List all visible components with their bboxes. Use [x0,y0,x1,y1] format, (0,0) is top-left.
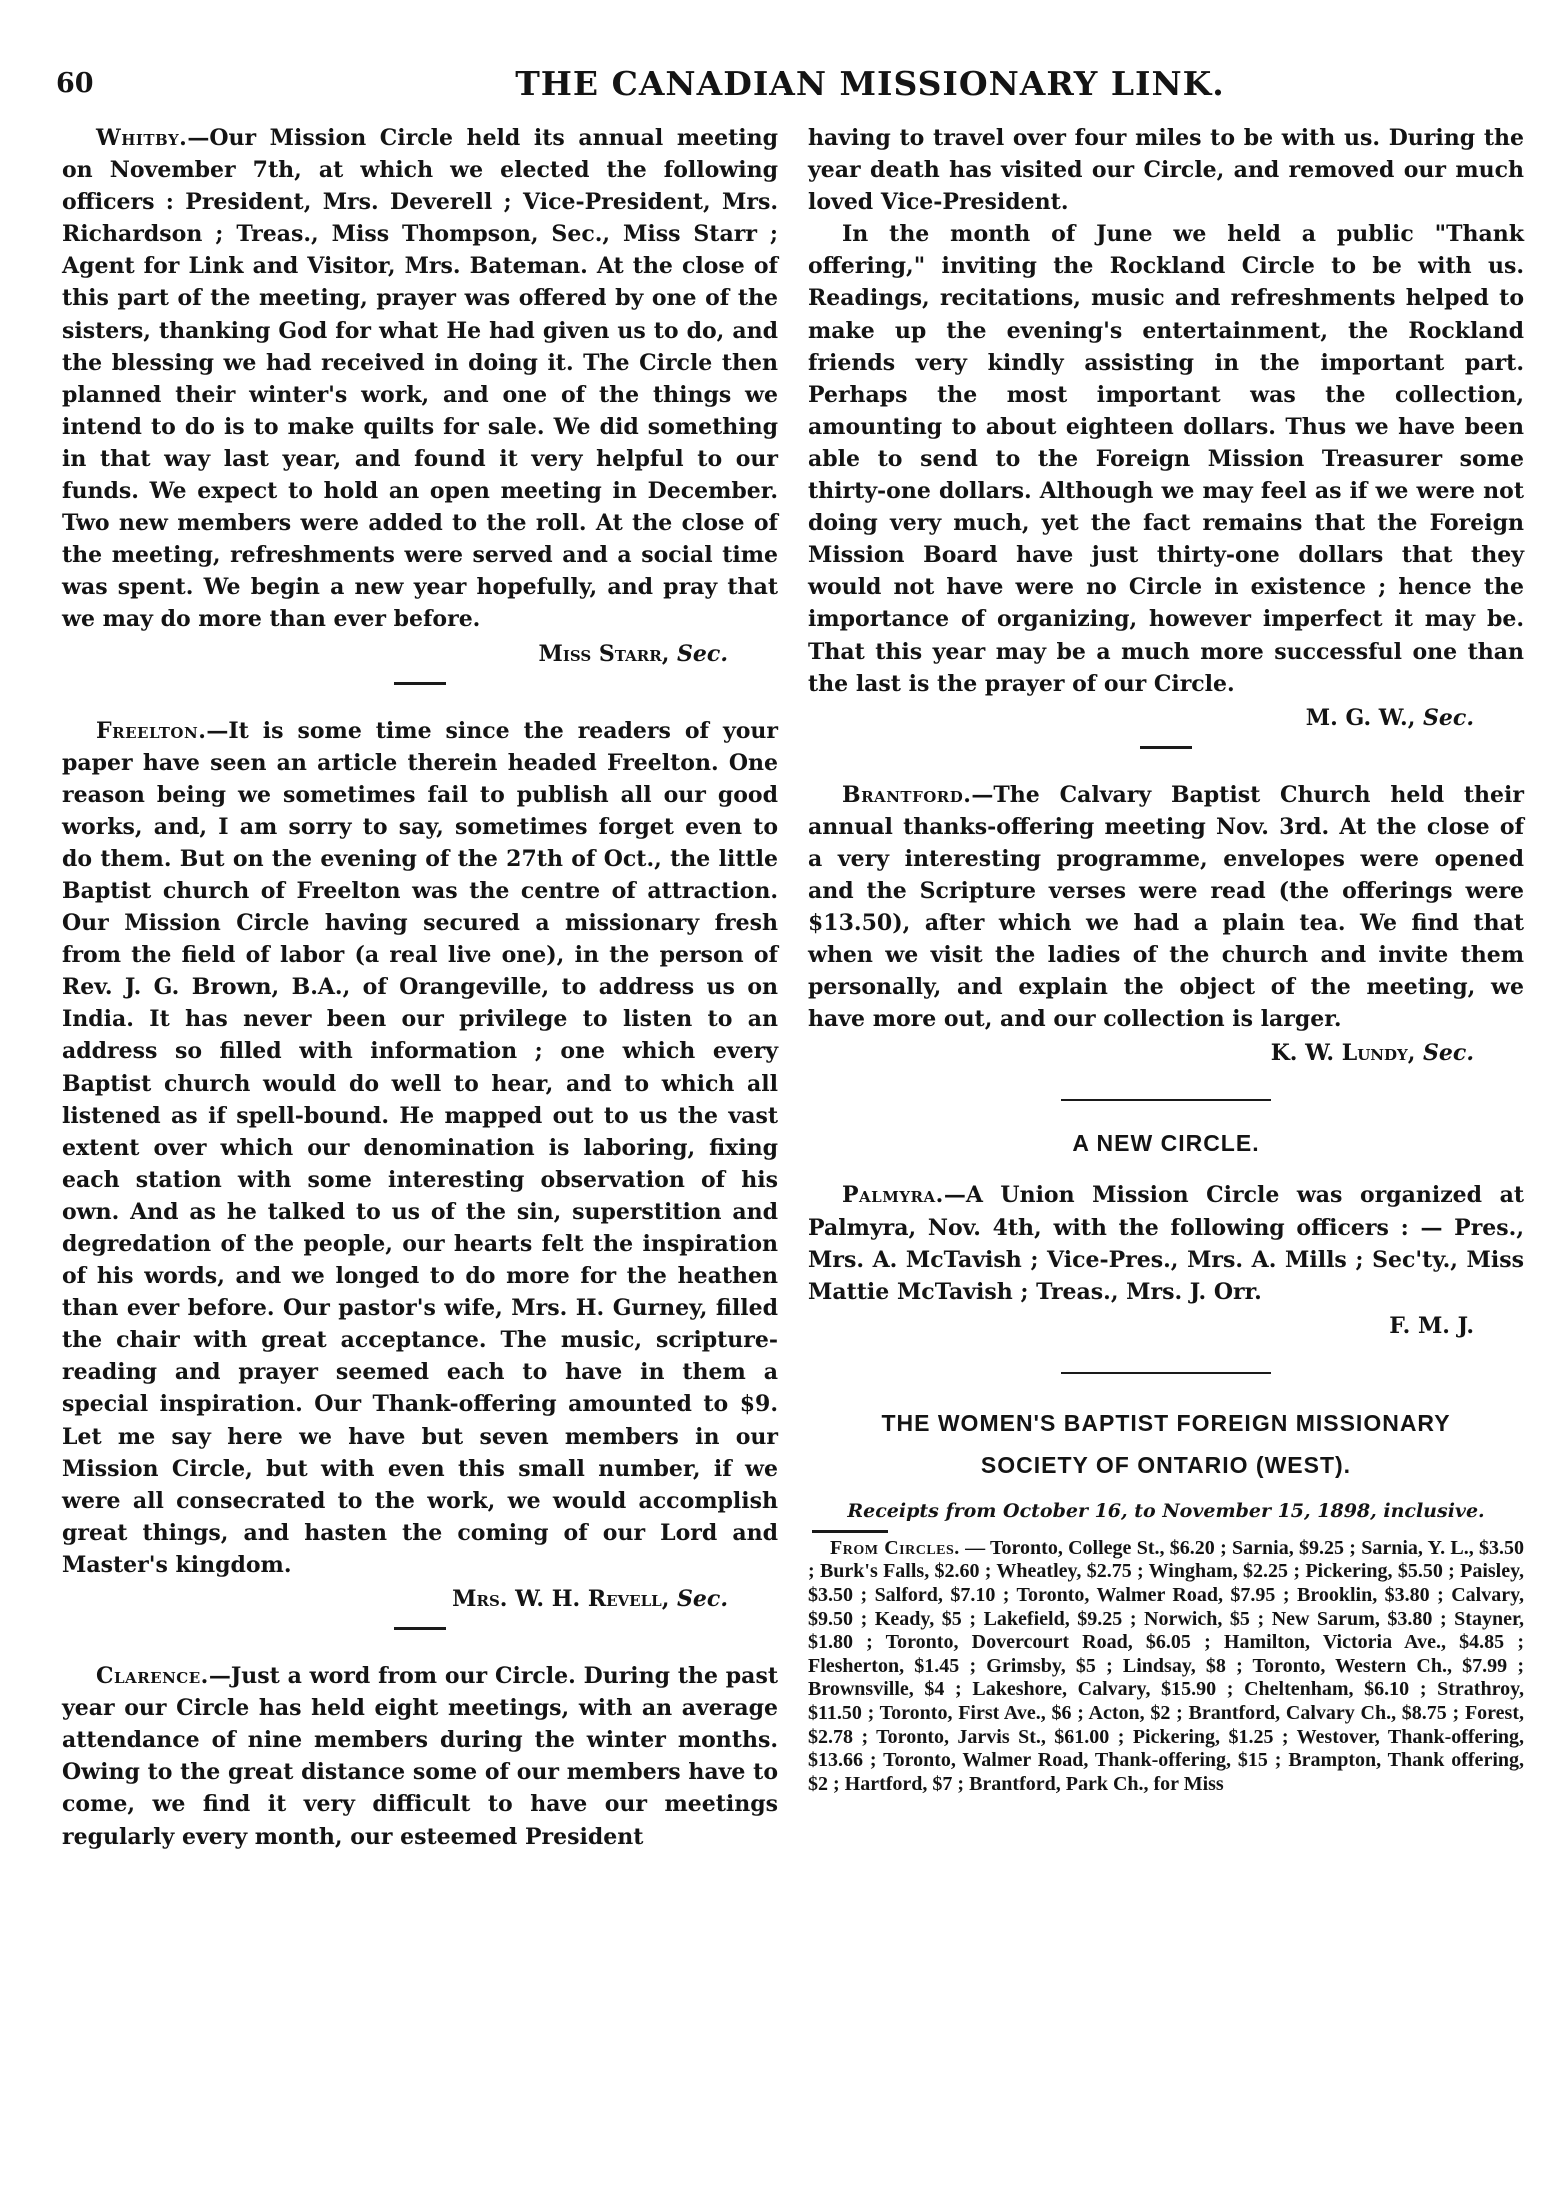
palmyra-signature: F. M. J. [1389,1312,1474,1339]
section-divider [394,682,446,685]
receipts-period: Receipts from October 16, to November 15, 1898, inclusive. [847,1499,1485,1522]
clarence-thank-offering-paragraph: In the month of June we held a public "Thank offering," inviting the Rockland Circle to be with us. Readings, recitations, music and refreshments helped to make up the evening's entertainment, the Rockland friends very kindly assisting in the important part. Perhaps the most important was the collection, amounting to about eighteen dollars. Thus we have been able to send to the Foreign Mission Treasurer some thirty-one dollars. Although we may feel as if we were not doing very much, yet the fact remains that the Foreign Mission Board have just thirty-one dollars that they would not have were no Circle in existence ; hence the importance of organizing, however imperfect it may be. That this year may be a much more successful one than the last is the prayer of our Circle. [808,221,1524,697]
clarence-text: —Just a word from our Circle. During the past year our Circle has held eight meetings, with an average attendance of nine members during the winter months. Owing to the great distance some of our members have to come, we find it very difficult to have our meetings regularly every month, our esteemed President [62,1663,778,1850]
brantford-signature: K. W. Lundy, Sec. [1270,1040,1474,1067]
section-divider-long [1061,1372,1271,1374]
freelton-signature: Mrs. W. H. Revell, Sec. [452,1586,728,1613]
freelton-text: —It is some time since the readers of your paper have seen an article therein headed Freelton. One reason being we sometimes fail to publish all our good works, and, I am sorry to say, sometimes forget even to do them. But on the evening of the 27th of Oct., the little Baptist church of Freelton was the centre of attraction. Our Mission Circle having secured a missionary fresh from the field of labor (a real live one), in the person of Rev. J. G. Brown, B.A., of Orangeville, to address us on India. It has never been our privilege to listen to an address so filled with information ; one which every Baptist church would do well to hear, and to which all listened as if spell-bound. He mapped out to us the vast extent over which our denomination is laboring, fixing each station with some interesting observation of his own. And as he talked to us of the sin, superstition and degredation of the people, our hearts felt the inspiration of his words, and we longed to do more for the heathen than ever before. Our pastor's wife, Mrs. H. Gurney, filled the chair with great acceptance. The music, scripture-reading and prayer seemed each to have in them a special inspiration. Our Thank-offering amounted to $9. Let me say here we have but seven members in our Mission Circle, but with even this small number, if we were all consecrated to the work, we would accomplish great things, and hasten the coming of our Lord and Master's kingdom. [62,717,778,1578]
brantford-text: —The Calvary Baptist Church held their annual thanks-offering meeting Nov. 3rd. At the close of a very interesting programme, envelopes were opened and the Scripture verses were read (the offerings were $13.50), after which we had a plain tea. We find that when we visit the ladies of the church and invite them personally, and explain the object of the meeting, we have more out, and our collection is larger. [808,781,1524,1033]
new-circle-section [808,1129,1524,1341]
freelton-report [62,715,778,1616]
section-divider [1140,746,1192,749]
clarence-paragraph [62,1660,778,1853]
receipts-list [808,1537,1524,1797]
clarence-report [62,1660,778,1853]
left-column [62,122,778,1853]
whitby-report [62,122,778,670]
whitby-signature: Miss Starr, Sec. [538,640,728,667]
palmyra-text: —A Union Mission Circle was organized at Palmyra, Nov. 4th, with the following officers : — Pres., Mrs. A. McTavish ; Vice-Pres., Mrs. A. Mills ; Sec'ty., Miss Mattie McTavish ; Treas., Mrs. J. Orr. [808,1182,1524,1305]
clarence-continued-paragraph: having to travel over four miles to be with us. During the year death has visited our Circle, and removed our much loved Vice-President. [808,125,1524,216]
palmyra-paragraph [808,1179,1524,1307]
whitby-paragraph [62,122,778,636]
freelton-paragraph [62,715,778,1582]
society-heading: THE WOMEN'S BAPTIST FOREIGN MISSIONARY SOCIETY OF ONTARIO (WEST). [881,1409,1451,1478]
society-section [808,1402,1524,1797]
brantford-report [808,779,1524,1070]
section-divider [394,1627,446,1630]
receipts-text: — Toronto, College St., $6.20 ; Sarnia, $9.25 ; Sarnia, Y. L., $3.50 ; Burk's Falls, $2.60 ; Wheatley, $2.75 ; Wingham, $2.25 ; Pickering, $5.50 ; Paisley, $3.50 ; Salford, $7.10 ; Toronto, Walmer Road, $7.95 ; Brooklin, $3.80 ; Calvary, $9.50 ; Keady, $5 ; Lakefield, $9.25 ; Norwich, $5 ; New Sarum, $3.80 ; Stayner, $1.80 ; Toronto, Dovercourt Road, $6.05 ; Hamilton, Victoria Ave., $4.85 ; Flesherton, $1.45 ; Grimsby, $5 ; Lindsay, $8 ; Toronto, Western Ch., $7.99 ; Brownsville, $4 ; Lakeshore, Calvary, $15.90 ; Cheltenham, $6.10 ; Strathroy, $11.50 ; Toronto, First Ave., $6 ; Acton, $2 ; Brantford, Calvary Ch., $8.75 ; Forest, $2.78 ; Toronto, Jarvis St., $61.00 ; Pickering, $1.25 ; Westover, Thank-offering, $13.66 ; Toronto, Walmer Road, Thank-offering, $15 ; Brampton, Thank offering, $2 ; Hartford, $7 ; Brantford, Park Ch., for Miss [808,1536,1524,1795]
receipts-label: From Circles. [830,1536,960,1559]
section-divider-long [1061,1099,1271,1101]
clarence-report-continued [808,122,1524,734]
brantford-paragraph [808,779,1524,1036]
page-number: 60 [56,68,94,99]
place-name-freelton: Freelton. [96,717,207,744]
place-name-whitby: Whitby. [96,125,188,151]
clarence-signature: M. G. W., Sec. [1305,704,1474,731]
running-title: THE CANADIAN MISSIONARY LINK. [515,64,1225,103]
place-name-clarence: Clarence. [96,1663,209,1690]
place-name-brantford: Brantford. [842,781,972,808]
whitby-text: —Our Mission Circle held its annual meeting on November 7th, at which we elected the following officers : President, Mrs. Deverell ; Vice-President, Mrs. Richardson ; Treas., Miss Thompson, Sec., Miss Starr ; Agent for Link and Visitor, Mrs. Bateman. At the close of this part of the meeting, prayer was offered by one of the sisters, thanking God for what He had given us to do, and the blessing we had received in doing it. The Circle then planned their winter's work, and one of the things we intend to do is to make quilts for sale. We did something in that way last year, and found it very helpful to our funds. We expect to hold an open meeting in December. Two new members were added to the roll. At the close of the meeting, refreshments were served and a social time was spent. We begin a new year hopefully, and pray that we may do more than ever before. [62,125,778,633]
right-column [808,122,1524,1796]
receipts-rule [812,1530,888,1533]
new-circle-heading: A NEW CIRCLE. [1072,1130,1260,1157]
place-name-palmyra: Palmyra. [842,1182,944,1209]
